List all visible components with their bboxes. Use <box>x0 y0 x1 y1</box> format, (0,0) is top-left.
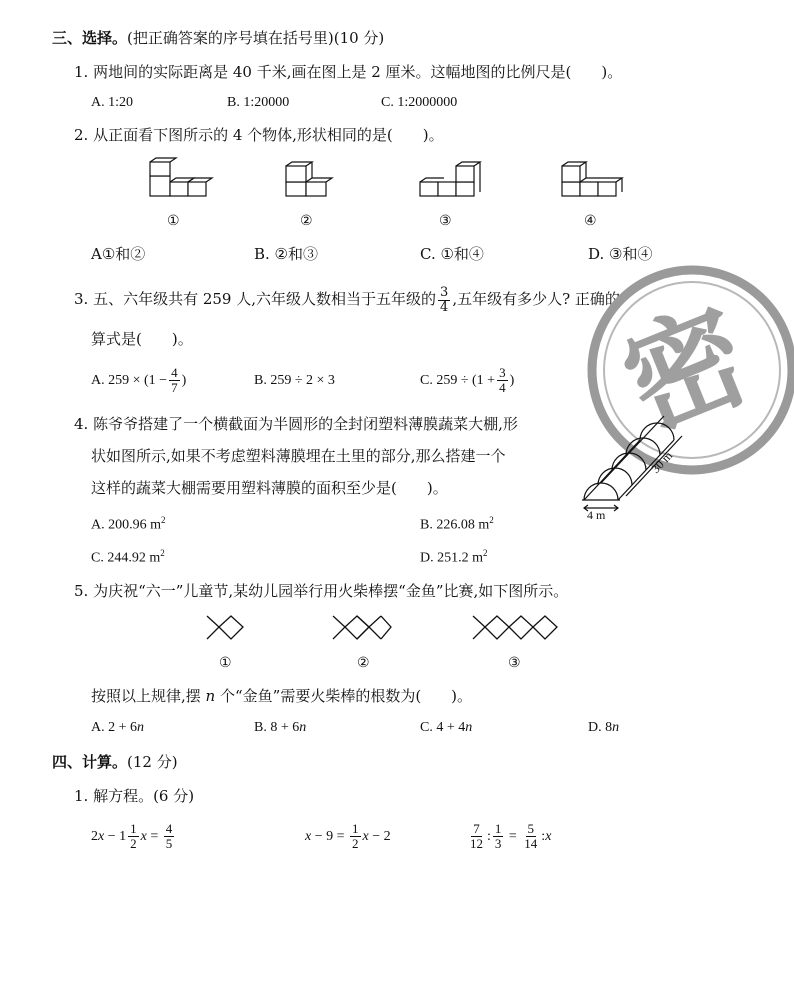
q4-line3: 这样的蔬菜大棚需要用塑料薄膜的面积至少是( )。 <box>91 479 448 497</box>
q4-option-d: D. 251.2 $m^2$ <box>420 548 488 566</box>
q1-option-b: B. 1:20000 <box>227 95 290 110</box>
q5-option-d: D. 8n <box>588 720 620 735</box>
q5-figure-label-1: ① <box>219 655 232 671</box>
q2-figure-label-3: ③ <box>439 213 452 229</box>
matchstick-figure-1 <box>207 615 249 641</box>
q1-option-a: A. 1:20 <box>91 95 133 110</box>
q5-figure-label-2: ② <box>357 655 370 671</box>
q4-option-c: C. 244.92 $m^2$ <box>91 548 165 566</box>
q2-option-c: C. ①和④ <box>420 245 484 263</box>
equation-3: $\frac{7}{12}$ : $\frac{1}{3}$ = $\frac{5}{14}$ :x <box>470 821 552 852</box>
section4-sub1: 1. 解方程。(6 分) <box>74 787 195 805</box>
equation-1: 2x − 1 $\frac{1}{2}$ x = $\frac{4}{5}$ <box>91 821 173 852</box>
cube-figure-3 <box>420 162 480 198</box>
section3-heading: 三、选择。(把正确答案的序号填在括号里)(10 分) <box>52 29 385 47</box>
q5-figure-label-3: ③ <box>508 655 521 671</box>
q2-option-a: A①和② <box>91 245 146 263</box>
q3-option-b: B. 259 ÷ 2 × 3 <box>254 373 335 388</box>
q5-text: 5. 为庆祝“六一”儿童节,某幼儿园举行用火柴棒摆“金鱼”比赛,如下图所示。 <box>74 582 569 600</box>
q5-option-c: C. 4 + 4n <box>420 720 473 735</box>
matchstick-figure-3 <box>473 615 557 641</box>
q5-option-a: A. 2 + 6n <box>91 720 145 735</box>
section4-heading: 四、计算。(12 分) <box>52 753 178 771</box>
matchstick-figure-2 <box>333 615 389 641</box>
q2-text: 2. 从正面看下图所示的 4 个物体,形状相同的是( )。 <box>74 126 444 144</box>
q1-text: 1. 两地间的实际距离是 40 千米,画在图上是 2 厘米。这幅地图的比例尺是( )。 <box>74 63 623 81</box>
greenhouse-figure <box>578 410 688 518</box>
q3-line2: 算式是( )。 <box>91 330 193 348</box>
greenhouse-length-label: 30 m <box>648 448 676 476</box>
cube-figure-4 <box>562 162 622 198</box>
q5-option-b: B. 8 + 6n <box>254 720 307 735</box>
q5-rule-text: 按照以上规律,摆 n 个“金鱼”需要火柴棒的根数为( )。 <box>91 687 473 705</box>
cube-figure-1 <box>150 162 210 198</box>
q4-option-a: A. 200.96 $m^2$ <box>91 515 166 533</box>
q4-option-b: B. 226.08 $m^2$ <box>420 515 494 533</box>
q2-option-d: D. ③和④ <box>588 245 653 263</box>
q4-line2: 状如图所示,如果不考虑塑料薄膜埋在土里的部分,那么搭建一个 <box>91 447 506 465</box>
equation-2: x − 9 = $\frac{1}{2}$ x − 2 <box>305 821 391 852</box>
q2-option-b: B. ②和③ <box>254 245 319 263</box>
q3-text: 3. 五、六年级共有 259 人,六年级人数相当于五年级的 $\frac{3}{4}$ ,五年级有多少人? 正确的 <box>74 284 620 315</box>
stamp-glyph: 密 <box>605 283 767 457</box>
q2-figure-label-2: ② <box>300 213 313 229</box>
q3-option-c: C. 259 ÷ (1 + $\frac{3}{4}$ ) <box>420 365 515 396</box>
q4-line1: 4. 陈爷爷搭建了一个横截面为半圆形的全封闭塑料薄膜蔬菜大棚,形 <box>74 415 518 433</box>
q3-option-a: A. 259 × (1 − $\frac{4}{7}$ ) <box>91 365 187 396</box>
greenhouse-width-label: 4 m <box>587 508 606 522</box>
cube-figure-2 <box>286 162 336 198</box>
q2-figure-label-4: ④ <box>584 213 597 229</box>
q1-option-c: C. 1:2000000 <box>381 95 458 110</box>
q2-figure-label-1: ① <box>167 213 180 229</box>
